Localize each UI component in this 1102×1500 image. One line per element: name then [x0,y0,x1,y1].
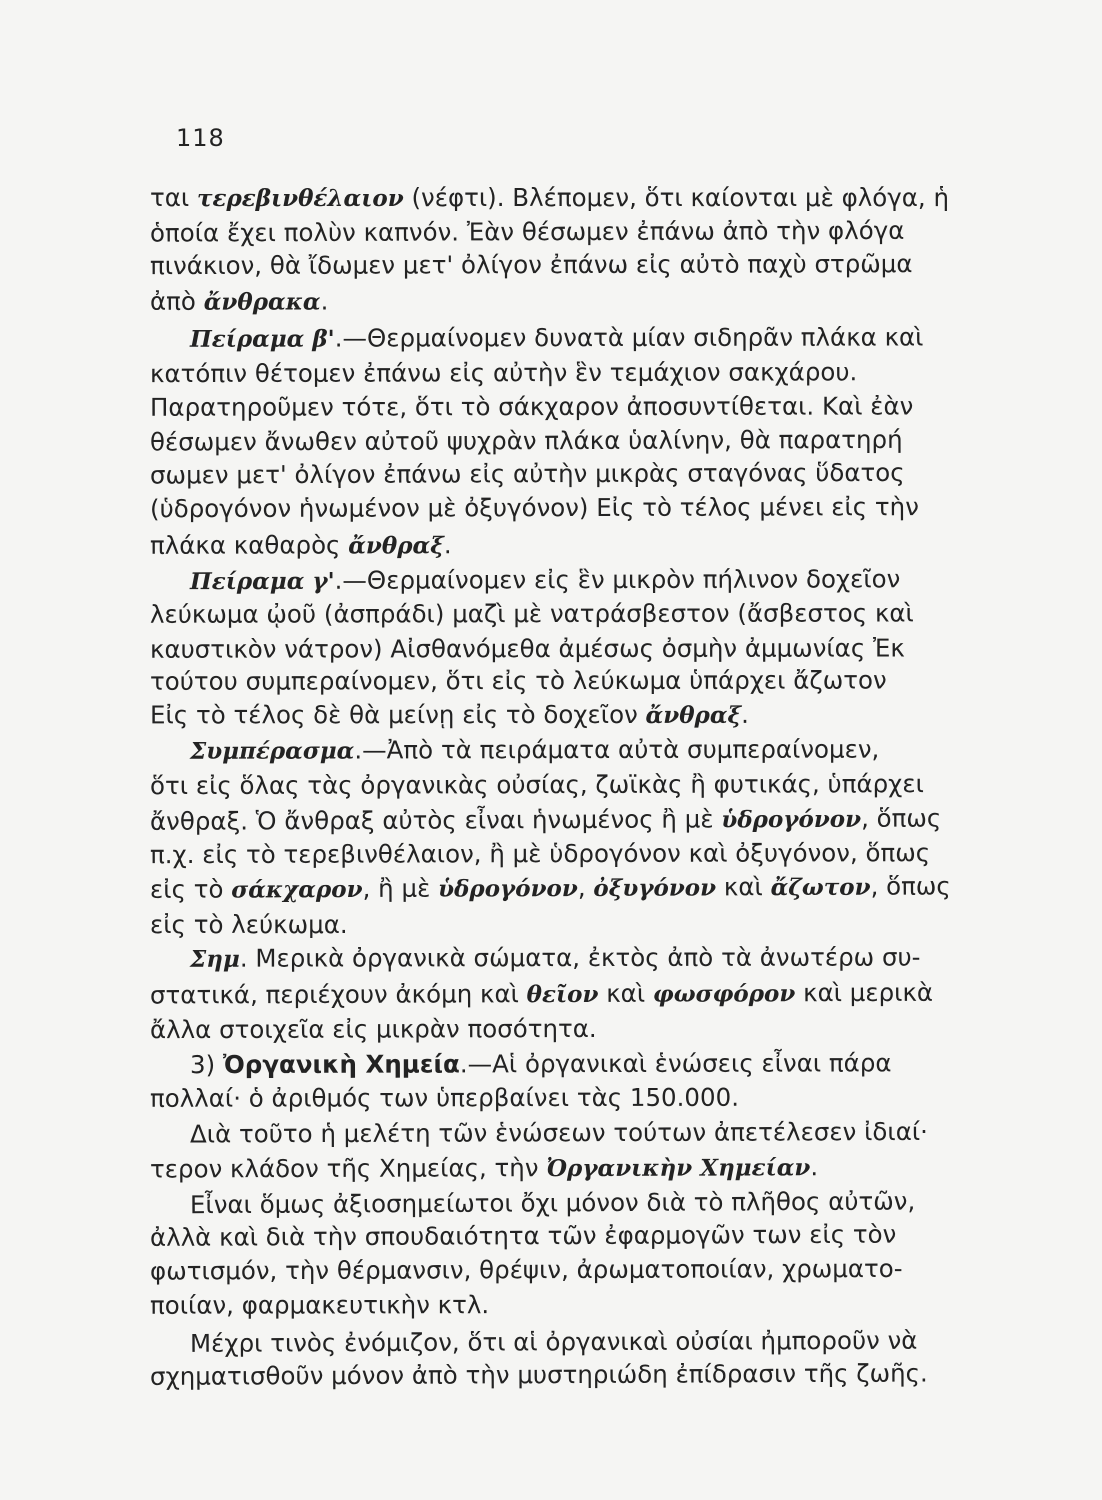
text-run: καυστικὸν νάτρον) Αἰσθανόμεθα ἀμέσως ὀσμὴν ἀμμωνίας Ἐκ [149,633,905,664]
emphasized-term: Συμπέρασμα [189,737,355,765]
text-line [150,1219,1010,1253]
text-line [150,803,1010,838]
text-run: 3) [189,1050,223,1080]
text-run: π.χ. εἰς τὸ τερεβινθέλαιον, ἢ μὲ ὑδρογόνον καὶ ὀξυγόνον, ὅπως [149,838,931,870]
text-line [150,838,1010,870]
emphasized-term: Ὀργανικὴν Χημείαν [546,1154,811,1183]
text-run: .—Θερμαίνομεν δυνατὰ μίαν σιδηρᾶν πλάκα καὶ [334,322,924,353]
text-run: ὁποία ἔχει πολὺν καπνόν. Ἐὰν θέσωμεν ἐπάνω ἀπὸ τὴν φλόγα [149,215,905,248]
text-line [150,769,1010,801]
text-line [150,633,1010,665]
text-run: . [443,530,452,560]
emphasized-term: ἄζωτον [770,873,871,902]
text-run: .—Ἀπὸ τὰ πειράματα αὐτὰ συμπεραίνομεν, [354,734,880,765]
text-run: . [741,699,749,729]
text-run: Μέχρι τινὸς ἐνόμιζον, ὅτι αἱ ὀργανικαὶ οὐσίαι ἠμποροῦν νὰ [189,1325,918,1358]
text-run: φωτισμόν, τὴν θέρμανσιν, θρέψιν, ἀρωματοποιίαν, χρωματο- [149,1253,903,1286]
emphasized-term: Πείραμα γ' [189,567,335,596]
text-line [190,1186,1050,1221]
text-run: ποιίαν, φαρμακευτικὴν κτλ. [149,1290,490,1320]
text-line [190,1325,1050,1359]
text-line [150,1082,1010,1114]
text-run: θέσωμεν ἄνωθεν αὐτοῦ ψυχρὰν πλάκα ὑαλίνην, θὰ παρατηρή [149,424,903,457]
text-run: Διὰ τοῦτο ἡ μελέτη τῶν ἑνώσεων τούτων ἀπετέλεσεν ἰδιαί· [189,1116,928,1149]
text-run: εἰς τὸ [149,874,232,904]
text-run: , ὅπως [860,803,942,833]
text-run: .—Θερμαίνομεν εἰς ἓν μικρὸν πήλινον δοχεῖον [334,564,901,595]
emphasized-term: ὑδρογόνον [721,805,862,834]
text-run: (νέφτι). Βλέπομεν, ὅτι καίονται μὲ φλόγα, ἡ [403,183,950,212]
text-line [190,1116,1050,1149]
text-line [150,598,1010,630]
text-run: καὶ [716,872,771,902]
text-run: . [810,1152,819,1182]
text-run: ὅτι εἰς ὅλας τὰς ὀργανικὰς οὐσίας, ζωϊκὰς ἢ φυτικάς, ὑπάρχει [149,769,924,801]
text-run: πολλαί· ὁ ἀριθμός των ὑπερβαίνει τὰς 150.000. [149,1082,740,1113]
text-line [150,977,1010,1011]
text-run: πινάκιον, θὰ ἴδωμεν μετ' ὀλίγον ἐπάνω εἰς αὐτὸ παχὺ στρῶμα [149,249,913,281]
emphasized-term: ὀξυγόνον [593,874,717,902]
text-line [190,734,1050,767]
text-line [150,457,1010,490]
text-run: σχηματισθοῦν μόνον ἀπὸ τὴν μυστηριώδη ἐπίδρασιν τῆς ζωῆς. [149,1358,928,1391]
text-line [190,322,1050,355]
text-run: .—Αἱ ὀργανικαὶ ἑνώσεις εἶναι πάρα [459,1048,892,1079]
text-line [150,183,1010,214]
text-line [150,249,1010,281]
text-line [150,700,1010,732]
text-run: , ὅπως [870,871,951,901]
text-line [150,871,1010,906]
text-run: ἀλλὰ καὶ διὰ τὴν σπουδαιότητα τῶν ἐφαρμογῶν των εἰς τὸν [149,1219,897,1252]
text-line [150,1151,1010,1185]
text-run: ἀπὸ [149,286,204,316]
text-run: κατόπιν θέτομεν ἐπάνω εἰς αὐτὴν ἓν τεμάχιον σακχάρου. [149,357,858,389]
text-line [190,942,1050,975]
text-run: στατικά, περιέχουν ἀκόμη καὶ [149,979,527,1010]
emphasized-term: Σημ [189,945,240,973]
emphasized-term: ὑδρογόνον [438,875,578,903]
text-run: ἄλλα στοιχεῖα εἰς μικρὰν ποσότητα. [149,1013,597,1045]
emphasized-term: φωσφόρον [652,980,796,1008]
text-run: τούτου συμπεραίνομεν, ὅτι εἰς τὸ λεύκωμα ὑπάρχει ἄζωτον [149,665,887,696]
text-run: πλάκα καθαρὸς [149,530,349,560]
emphasized-term: ἄνθραξ [348,532,444,560]
emphasized-term: ἄνθρακα [203,288,321,316]
text-run: καὶ μερικὰ [795,977,934,1008]
emphasized-term: Πείραμα β' [189,325,335,353]
section-heading: Ὀργανικὴ Χημεία [222,1049,460,1080]
text-line [150,1253,1010,1286]
emphasized-term: σάκχαρον [231,875,363,904]
text-run: Εἶναι ὅμως ἀξιοσημείωτοι ὄχι μόνον διὰ τὸ πλῆθος αὐτῶν, [189,1186,916,1220]
text-line [150,391,1010,423]
text-run: ἄνθραξ. Ὁ ἄνθραξ αὐτὸς εἶναι ἡνωμένος ἢ μὲ [149,804,722,836]
text-line [150,910,1010,940]
text-run: . [320,286,329,316]
text-line [190,1048,1050,1080]
text-line [150,1289,1010,1321]
text-line [150,285,1010,318]
text-run: σωμεν μετ' ὀλίγον ἐπάνω εἰς αὐτὴν μικρὰς σταγόνας ὕδατος [149,457,905,490]
text-run: Παρατηροῦμεν τότε, ὅτι τὸ σάκχαρον ἀποσυντίθεται. Καὶ ἐὰν [149,391,914,422]
text-run: , ἢ μὲ [362,873,439,903]
emphasized-term: ἄνθραξ [645,701,742,729]
text-run: (ὑδρογόνον ἡνωμένον μὲ ὀξυγόνον) Εἰς τὸ τέλος μένει εἰς τὴν [149,492,919,524]
text-line [150,424,1010,457]
emphasized-term: τερεβινθέλαιον [196,185,404,212]
page-number: 118 [176,124,225,152]
text-line [150,665,1010,697]
text-line [150,492,1010,524]
text-run: . Μερικὰ ὀργανικὰ σώματα, ἐκτὸς ἀπὸ τὰ ἀνωτέρω συ- [239,942,921,973]
text-run: εἰς τὸ λεύκωμα. [150,910,348,939]
text-line [190,564,1050,597]
text-run: ται [150,183,197,212]
text-line [150,357,1010,389]
text-run: Εἰς τὸ τέλος δὲ θὰ μείνῃ εἰς τὸ δοχεῖον [149,699,646,730]
emphasized-term: θεῖον [526,980,599,1009]
text-line [150,529,1010,562]
text-line [150,215,1010,248]
text-line [150,1358,1010,1392]
text-run: , [577,872,594,903]
text-line [150,1013,1010,1045]
text-run: τερον κλάδον τῆς Χημείας, τὴν [149,1153,547,1184]
text-run: λεύκωμα ᾠοῦ (ἀσπράδι) μαζὶ μὲ νατράσβεστον (ἄσβεστος καὶ [149,598,914,629]
text-run: καὶ [598,978,653,1008]
